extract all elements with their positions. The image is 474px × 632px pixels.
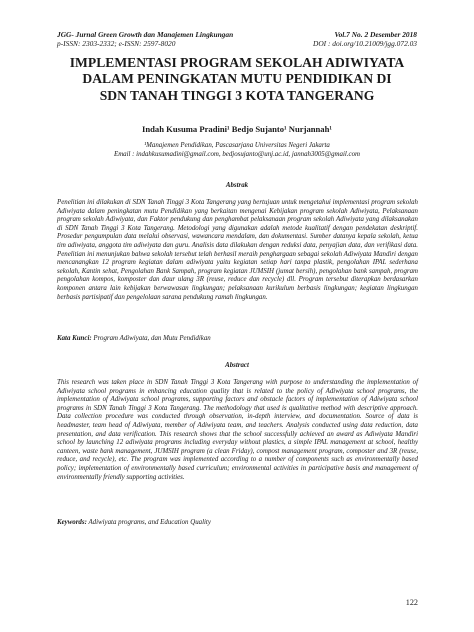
abstract-heading: Abstract [225,362,249,369]
abstract-text: This research was taken place in SDN Tanah Tinggi 3 Kota Tangerang with purpose to understanding the implementation of Adiwiyata school programs in enhancing education quality that is related to the policy of Adiwiyata school programs, the implementation of Adiwiyata school programs, supporting factors and obstacle factors of implementation of Adiwiyata school programs in SDN Tanah Tinggi 3 Kota Tangerang. The methodology that used is qualitative method with descriptive approach. Data collection procedure was conducted through observation, in-depth interview, and documentation. Source of data is headmaster, team head of Adiwiyata, member of Adiwiyata team, and teachers. Analysis conducted using data reduction, data presentation, and data verification. This research shows that the school successfully achieved an award as Adiwiyata Mandiri school by launching 12 adiwiyata programs including everyday without plastics, a simple IPAL management at school, healthy canteen, waste bank management, JUMSIH program (a clean Friday), compost management program, composter and 3R (reuse, reduce, and recycle), etc. The program was implemented according to a number of components such as environmentally based policy; implementation of environmentally based curriculum; environmental activities in participative basis and management of environmentally friendly supporting activities. [57,379,418,481]
title-line: SDN TANAH TINGGI 3 KOTA TANGERANG [99,87,375,103]
kata-kunci-text: Program Adiwiyata, dan Mutu Pendidikan [93,335,211,342]
running-header [57,31,417,48]
journal-name: JGG- Jurnal Green Growth dan Manajemen Lingkungan [57,30,234,39]
abstrak-text: Penelitian ini dilakukan di SDN Tanah Tinggi 3 Kota Tangerang yang bertujuan untuk mengetahui implementasi program sekolah Adiwiyata dalam peningkatan mutu Pendidikan yang berkaitan mengenai Kebijakan program sekolah Adiwiyata, Pelaksanaan program sekolah Adiwiyata, dan Faktor pendukung dan penghambat pelaksanaan program sekolah Adiwiyata yang dilaksanakan di SDN Tanah Tinggi 3 Kota Tangerang. Metodologi yang digunakan adalah metode kualitatif dengan pendekatan deskriptif. Prosedur pengumpulan data melalui observasi, wawancara mendalam, dan dokumentasi. Sumber datanya kepala sekolah, ketua tim adiwiyata, anggota tim adiwiyata dan guru. Analisis data dilakukan dengan reduksi data, penyajian data, dan verifikasi data. Penelitian ini menunjukan bahwa sekolah tersebut telah berhasil meraih penghargaan sebagai sekolah Adiwiyata Mandiri dengan mencanangkan 12 program kegiatan dalam adiwiyata yaitu kegiatan setiap hari tanpa plastik, pengolahan IPAL sederhana sekolah, Kantin sehat, Pengolahan Bank Sampah, program kegiatan JUMSIH (jumat bersih), pengolahan bank sampah, program pengolahan kompos, komposter dan daur ulang 3R (reuse, reduce dan recycle) dll. Program tersebut diterapkan berdasarkan komponen antara lain kebijakan berwawasan lingkungan; pelaksanaan kurikulum berbasis lingkungan; kegiatan lingkungan berbasis partisipatif dan pengelolaan sarana pendukung ramah lingkungan. [57,199,418,301]
authors: Indah Kusuma Pradini¹ Bedjo Sujanto¹ Nurjannah¹ [142,124,332,134]
issn: p-ISSN: 2303-2332; e-ISSN: 2597-8020 [57,38,176,48]
abstrak-heading: Abstrak [225,182,249,189]
email-line: Email : indahkusumadini@gmail.com, bedjosujanto@unj.ac.id, jannah3005@gmail.com [113,150,360,158]
affiliation-line: ¹Manajemen Pendidikan, Pascasarjana Universitas Negeri Jakarta [144,142,330,149]
doi: DOI : doi.org/10.21009/jgg.072.03 [312,38,417,48]
kata-kunci-label: Kata Kunci: [57,335,92,342]
volume-info: Vol.7 No. 2 Desember 2018 [334,30,417,39]
title-line: IMPLEMENTASI PROGRAM SEKOLAH ADIWIYATA [69,55,405,70]
page-number: 122 [405,598,418,607]
kata-kunci [57,335,418,342]
keywords [57,519,418,526]
paper-title [40,55,434,104]
keywords-label: Keywords: [57,519,87,526]
affiliation [40,142,434,159]
keywords-text: Adiwiyata programs, and Education Quality [88,519,211,526]
title-line: DALAM PENINGKATAN MUTU PENDIDIKAN DI [82,71,392,87]
